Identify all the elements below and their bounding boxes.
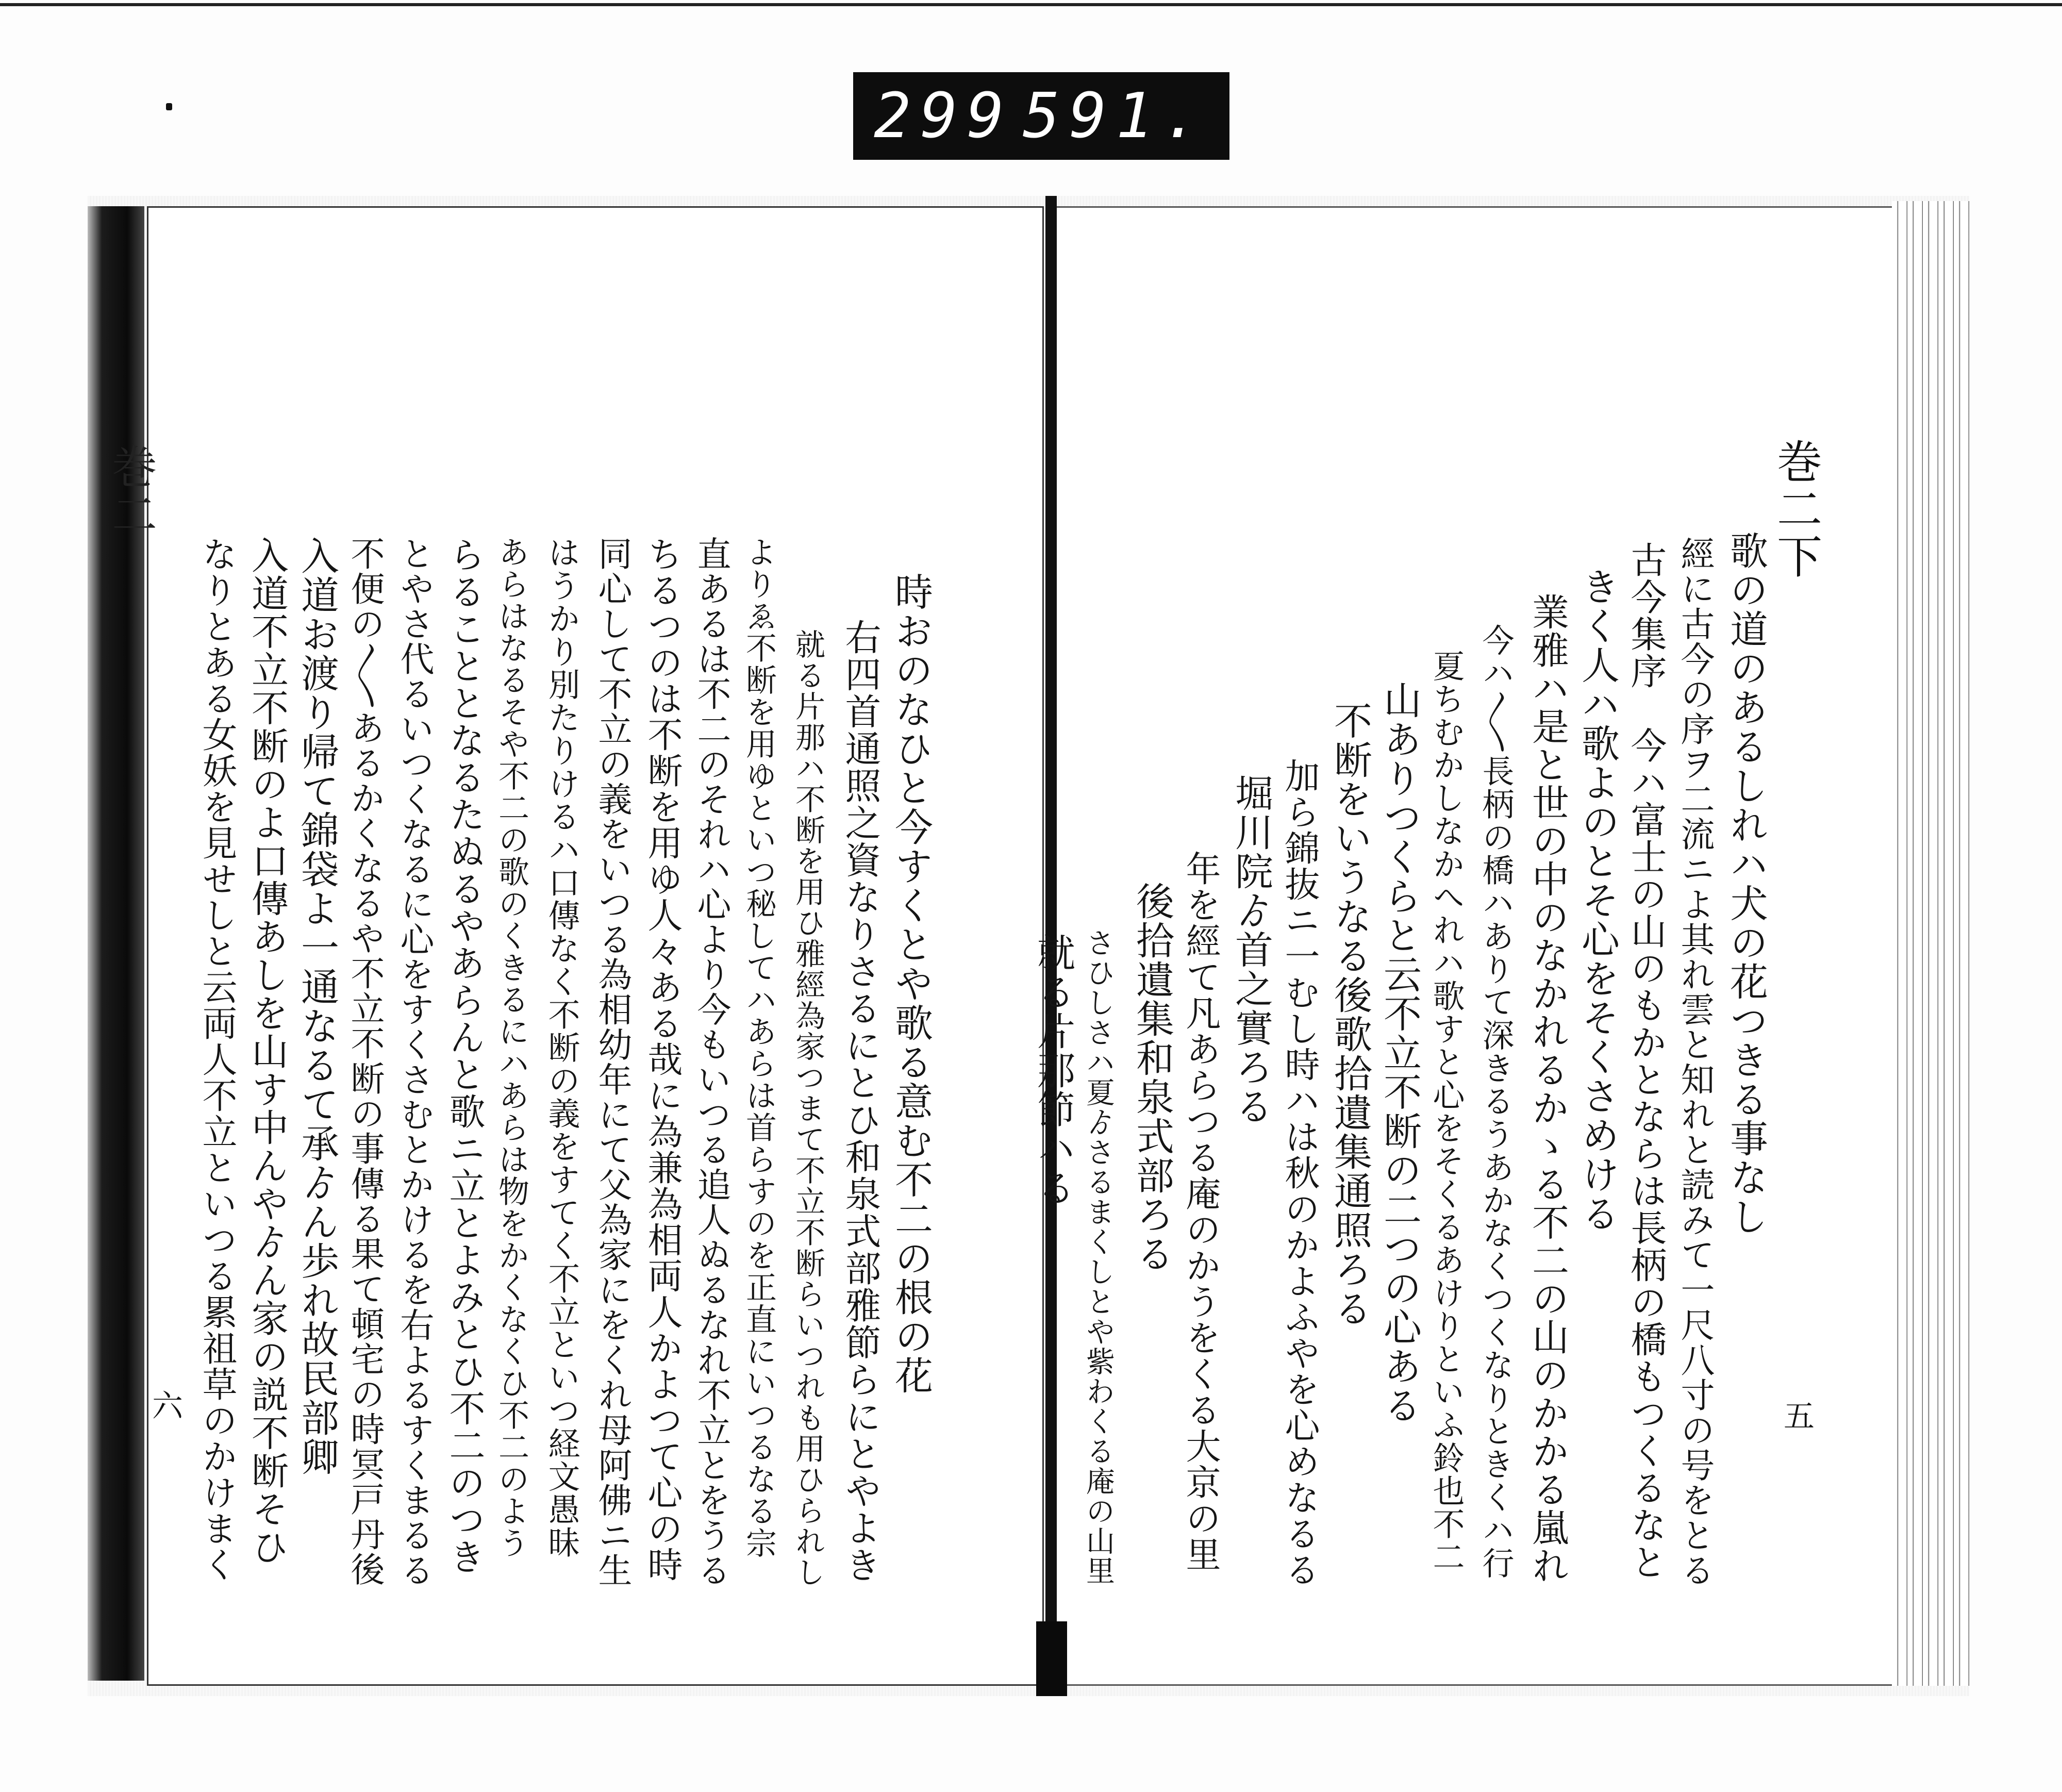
right-page-number: 五: [1784, 1399, 1815, 1435]
right-column-12: 年を經て凡あらつる庵のかうをくる大京の里: [1180, 851, 1221, 1572]
film-number-label: [853, 72, 1229, 160]
right-column-11: 堀川院ゟ首之實ろる: [1229, 773, 1273, 1126]
right-page-edges: [1892, 201, 1969, 1686]
left-column-7: 同心して不立の義をいつる為相幼年にて父為家にをくれ母阿佛ニ生: [592, 536, 632, 1588]
top-rule: [0, 3, 2062, 6]
left-column-9: あらはなるそや不二の歌のくきるにハあらは物をかくなくひ不二のよう: [493, 536, 529, 1559]
stray-ink-mark: [166, 103, 172, 110]
right-column-3: 古今集序 今ハ富士の山のもかとならは長柄の橋もつくるなと: [1625, 541, 1667, 1581]
right-page-header: 巻二下: [1770, 438, 1823, 580]
left-column-11: とやさ代るいつくなるに心をすくさむとかけるを右よるすくまるる: [394, 536, 434, 1588]
right-column-6: 今ハ〳〵長柄の橋ハありて深きるうあかなくつくなりときくハ行: [1477, 624, 1515, 1580]
left-column-2: 右四首通照之資なりさるにとひ和泉式部雅節らにとやよき: [839, 619, 882, 1584]
film-number-left: 299: [874, 80, 1013, 152]
book-spread: [88, 196, 1969, 1696]
left-column-6: ちるつのは不断を用ゆ人々ある哉に為兼為相両人かよつて心の時: [642, 536, 683, 1583]
left-column-1: 時おのなひと今すくとや歌る意む不二の根の花: [889, 572, 933, 1395]
left-column-13: 入道お渡り帰て錦袋よ一通なるて承ゟん歩れ故民部卿: [295, 536, 339, 1476]
left-column-5: 直あるは不二のそれハ心より今もいつる追人ぬるなれ不立とをうる: [691, 536, 731, 1588]
left-column-15: なりとある女妖を見せしと云両人不立といつる累祖草のかけまく: [196, 536, 237, 1583]
left-column-12: 不便の〳〵あるかくなるや不立不断の事傳る果て頓宅の時冥戸丹後: [345, 536, 385, 1587]
left-page-number: 六: [152, 1388, 183, 1424]
right-column-9: 不断をいうなる後歌拾遺集通照ろる: [1328, 701, 1372, 1328]
right-column-2: 經に古今の序ヲ二流ニよ其れ雲と知れと読みて一尺八寸の号をとる: [1675, 536, 1715, 1588]
right-column-8: 山ありつくらと云不立不断の二つの心ある: [1377, 681, 1422, 1425]
left-page-header: 巻二: [105, 443, 158, 538]
left-column-8: はうかり別たりけるハ口傳なく不断の義をすてく不立といつ経文愚昧: [543, 536, 580, 1559]
right-column-5: 業雅ハ是と世の中のなかれるかゝる不二の山のかかる嵐れ: [1526, 593, 1569, 1585]
right-column-7: 夏ちむかしなかへれハ歌すと心をそくるあけりといふ鈴也不二: [1427, 650, 1465, 1573]
left-column-10: らることとなるたぬるやあらんと歌ニ立とよみとひ不二のつき: [443, 536, 486, 1575]
right-column-15: 就る片那節ハる: [1031, 933, 1075, 1207]
left-column-14: 入道不立不断のよ口傳あしを山す中んやゟん家の説不断そひ: [245, 536, 289, 1566]
right-column-1: 歌の道のあるしれハ犬の花つきる事なし: [1724, 531, 1768, 1236]
right-column-14: さひしさハ夏ゟさるまくしとや紫わくる庵の山里: [1082, 928, 1115, 1586]
gutter-clip: [1036, 1621, 1067, 1696]
right-column-4: きく人ハ歌よのとそ心をそくさめける: [1575, 567, 1620, 1233]
left-column-4: よりゑ不断を用ゆといつ秘してハあらは首らすのを正直にいつるなる宗: [741, 536, 777, 1559]
right-column-10: 加ら錦抜ニ一むし時ハは秋のかよふやを心めなるる: [1279, 758, 1320, 1588]
left-column-3: 就る片那ハ不断を用ひ雅經為家つまて不立不断らいつれも用ひられし: [790, 629, 825, 1588]
left-spine: [88, 206, 144, 1681]
film-number-right: 591.: [1023, 80, 1209, 152]
right-column-13: 後拾遺集和泉式部ろる: [1130, 882, 1174, 1273]
